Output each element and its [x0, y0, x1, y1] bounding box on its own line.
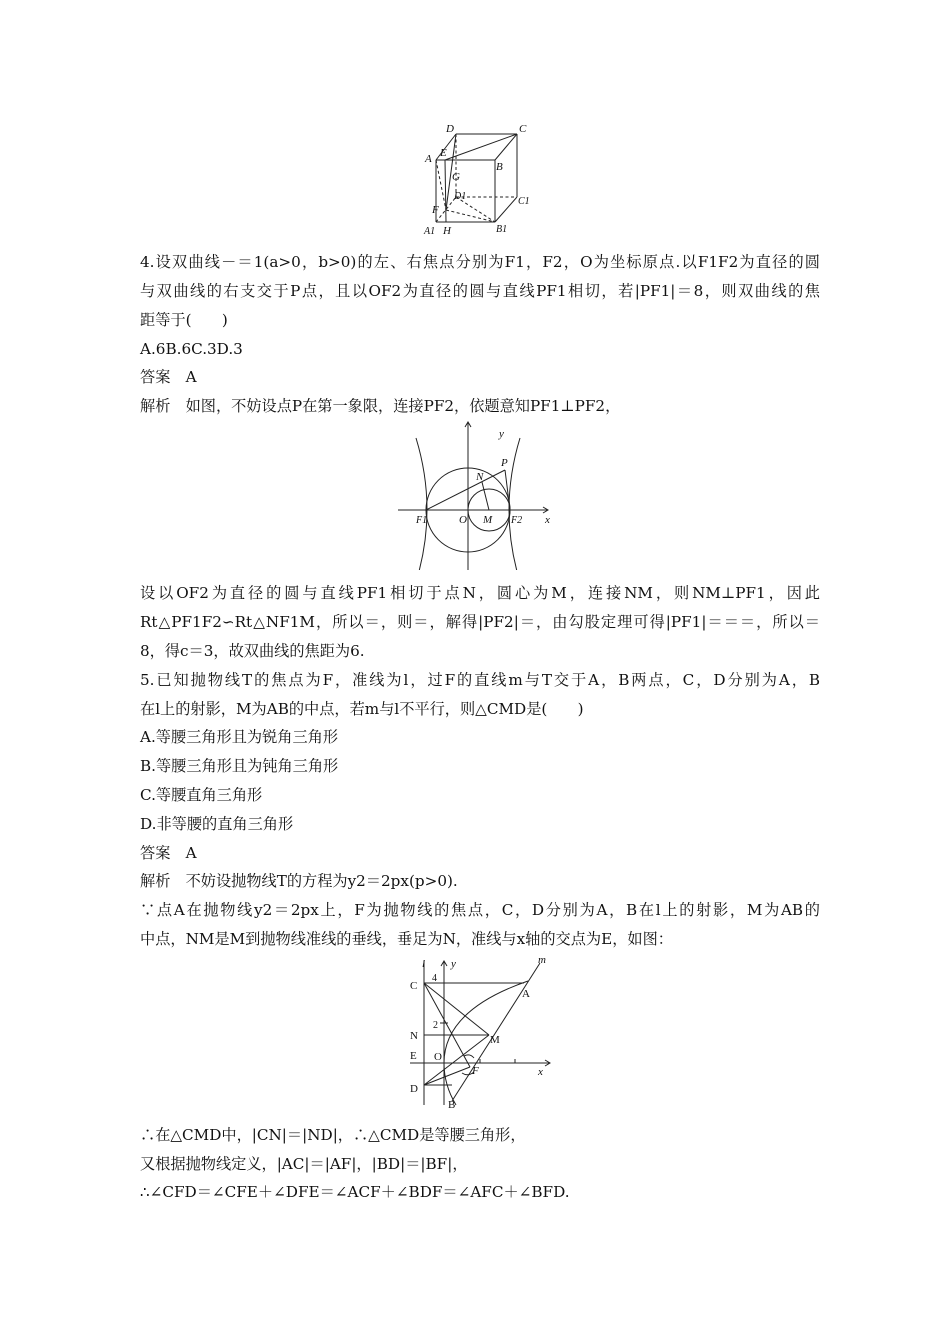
q4-stem-line-3: 距等于( ): [140, 311, 228, 329]
q4-stem-line-2: 与双曲线的右支交于P点，且以OF2为直径的圆与直线PF1相切，若|PF1|＝8，则双曲线的焦: [140, 282, 820, 300]
q4-solution-line-1: 解析 如图，不妨设点P在第一象限，连接PF2，依题意知PF1⊥PF2，: [140, 397, 621, 415]
cube-label-E: E: [440, 147, 447, 159]
q4-solution-line-3: Rt△PF1F2∽Rt△NF1M，所以＝，则＝，解得|PF2|＝，由勾股定理可得|PF1|＝＝＝，所以＝: [140, 613, 820, 631]
hyperbola-label-O: O: [459, 514, 467, 526]
parabola-label-F: F: [472, 1065, 479, 1077]
cube-label-A: A: [425, 153, 432, 165]
parabola-label-D: D: [410, 1083, 418, 1095]
parabola-label-2: 2: [433, 1020, 438, 1031]
q5-solution-line-2: ∵点A在抛物线y2＝2px上，F为抛物线的焦点，C，D分别为A，B在l上的射影，M为AB的: [140, 901, 820, 919]
parabola-label-A: A: [522, 988, 530, 1000]
hyperbola-label-F2: F2: [511, 515, 523, 526]
q4-solution-line-2: 设以OF2为直径的圆与直线PF1相切于点N，圆心为M，连接NM，则NM⊥PF1，因此: [140, 584, 820, 602]
parabola-label-C: C: [410, 980, 418, 992]
q4-stem-line-1: 4.设双曲线－＝1(a>0，b>0)的左、右焦点分别为F1，F2，O为坐标原点.以F1F2为直径的圆: [140, 253, 820, 271]
parabola-label-m: m: [538, 955, 546, 966]
q5-stem-line-1: 5.已知抛物线T的焦点为F，准线为l，过F的直线m与T交于A，B两点，C，D分别为A，B: [140, 671, 820, 689]
hyperbola-label-P: P: [501, 457, 508, 469]
hyperbola-label-M: M: [483, 514, 493, 526]
parabola-label-O: O: [434, 1051, 442, 1063]
parabola-label-E: E: [410, 1050, 417, 1062]
parabola-label-x: x: [538, 1066, 543, 1078]
q5-stem-line-2: 在l上的射影，M为AB的中点，若m与l不平行，则△CMD是( ): [140, 700, 584, 718]
parabola-label-N: N: [410, 1030, 418, 1042]
q5-solution-line-1: 解析 不妨设抛物线T的方程为y2＝2px(p>0).: [140, 872, 458, 890]
cube-label-D: D: [446, 123, 454, 135]
cube-label-D1: D1: [454, 191, 467, 202]
hyperbola-label-x: x: [545, 514, 550, 526]
q5-solution-line-3: 中点，NM是M到抛物线准线的垂线，垂足为N，准线与x轴的交点为E，如图：: [140, 930, 673, 948]
parabola-label-4: 4: [432, 973, 437, 984]
parabola-figure: [400, 955, 556, 1110]
q4-solution-line-4: 8，得c＝3，故双曲线的焦距为6.: [140, 642, 365, 660]
parabola-label-l: l: [422, 958, 426, 970]
q4-answer: 答案 A: [140, 368, 197, 386]
q4-options: A.6B.6C.3D.3: [140, 340, 243, 358]
q5-solution-line-5: 又根据抛物线定义，|AC|＝|AF|，|BD|＝|BF|，: [140, 1155, 468, 1173]
q5-solution-line-4: ∴在△CMD中，|CN|＝|ND|，∴△CMD是等腰三角形，: [140, 1126, 526, 1144]
q5-option-a: A.等腰三角形且为锐角三角形: [140, 728, 339, 746]
hyperbola-label-F1: F1: [416, 515, 428, 526]
cube-label-A1: A1: [424, 226, 436, 237]
q5-answer: 答案 A: [140, 844, 197, 862]
q5-option-c: C.等腰直角三角形: [140, 786, 263, 804]
cube-label-B1: B1: [496, 224, 508, 235]
cube-label-C1: C1: [518, 196, 530, 207]
cube-label-C: C: [519, 123, 527, 135]
parabola-label-M: M: [490, 1034, 500, 1046]
cube-label-G: G: [452, 171, 460, 183]
q5-solution-line-6: ∴∠CFD＝∠CFE＋∠DFE＝∠ACF＋∠BDF＝∠AFC＋∠BFD.: [140, 1183, 570, 1201]
q5-option-d: D.非等腰的直角三角形: [140, 815, 294, 833]
hyperbola-label-y: y: [499, 428, 504, 440]
parabola-label-y: y: [451, 958, 456, 970]
cube-label-H: H: [443, 225, 451, 237]
cube-label-B: B: [496, 161, 503, 173]
cube-label-F: F: [432, 204, 439, 216]
parabola-label-B: B: [448, 1099, 456, 1110]
hyperbola-figure: [398, 418, 560, 570]
q5-option-b: B.等腰三角形且为钝角三角形: [140, 757, 339, 775]
hyperbola-label-N: N: [476, 471, 484, 483]
cube-figure: [410, 120, 550, 238]
